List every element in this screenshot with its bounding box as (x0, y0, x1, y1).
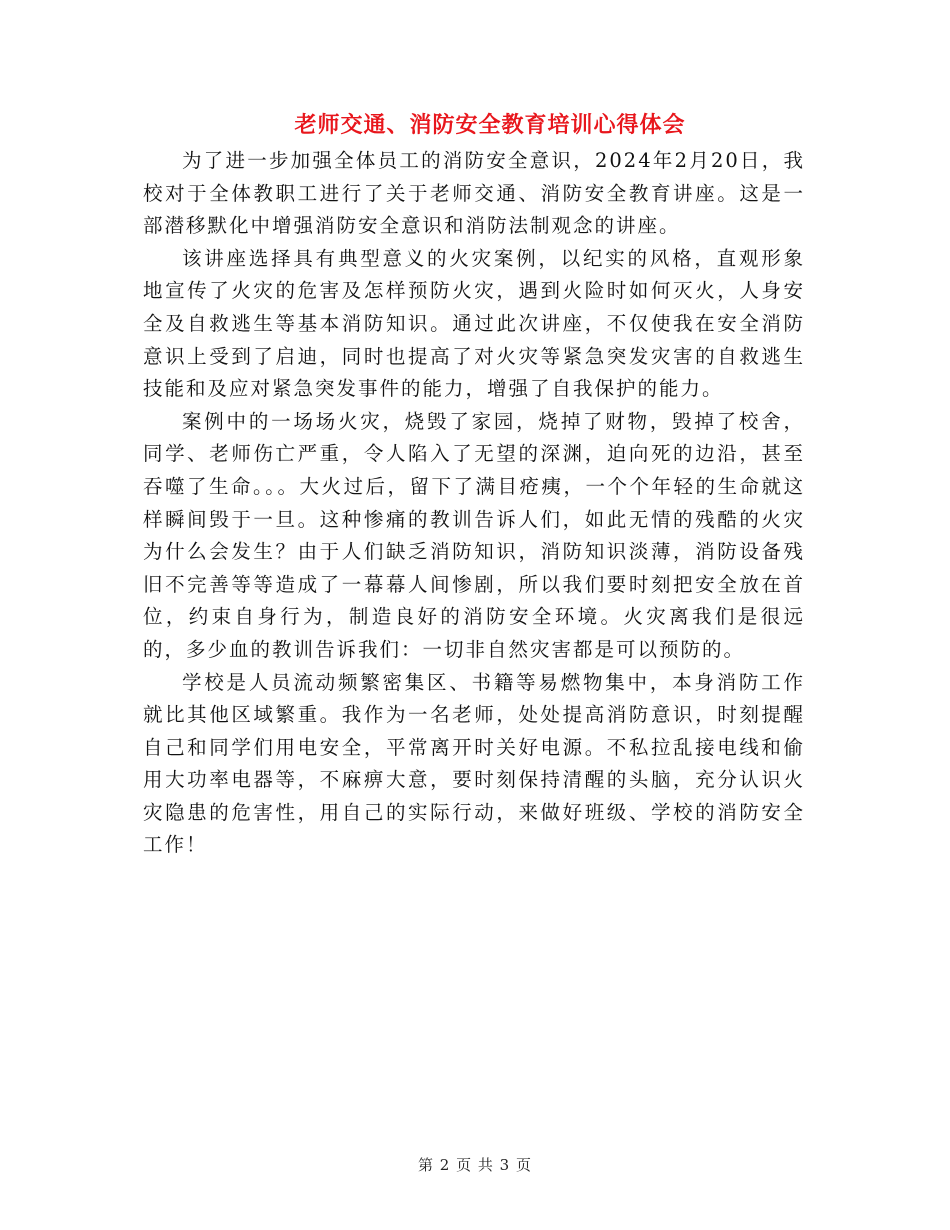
paragraph-1: 为了进一步加强全体员工的消防安全意识，2024年2月20日，我校对于全体教职工进行了关于老师交通、消防安全教育讲座。这是一部潜移默化中增强消防安全意识和消防法制观念的讲座。 (143, 149, 805, 238)
paragraph-3: 案例中的一场场火灾，烧毁了家园，烧掉了财物，毁掉了校舍，同学、老师伤亡严重，令人陷入了无望的深渊，迫向死的边沿，甚至吞噬了生命。。。大火过后，留下了满目疮痍，一个个年轻的生命就这样瞬间毁于一旦。这种惨痛的教训告诉人们，如此无情的残酷的火灾为什么会发生？由于人们缺乏消防知识，消防知识淡薄，消防设备残旧不完善等等造成了一幕幕人间惨剧，所以我们要时刻把安全放在首位，约束自身行为，制造良好的消防安全环境。火灾离我们是很远的，多少血的教训告诉我们：一切非自然灾害都是可以预防的。 (143, 409, 805, 661)
document-body (143, 145, 805, 862)
paragraph-4: 学校是人员流动频繁密集区、书籍等易燃物集中，本身消防工作就比其他区域繁重。我作为一名老师，处处提高消防意识，时刻提醒自己和同学们用电安全，平常离开时关好电源。不私拉乱接电线和偷用大功率电器等，不麻痹大意，要时刻保持清醒的头脑，充分认识火灾隐患的危害性，用自己的实际行动，来做好班级、学校的消防安全工作！ (143, 670, 805, 857)
document-title: 老师交通、消防安全教育培训心得体会 (294, 112, 686, 138)
page-number-footer: 第 2 页 共 3 页 (418, 1156, 532, 1174)
paragraph-2: 该讲座选择具有典型意义的火灾案例，以纪实的风格，直观形象地宣传了火灾的危害及怎样预防火灾，遇到火险时如何灭火，人身安全及自救逃生等基本消防知识。通过此次讲座，不仅使我在安全消防意识上受到了启迪，同时也提高了对火灾等紧急突发灾害的自救逃生技能和及应对紧急突发事件的能力，增强了自我保护的能力。 (143, 246, 805, 401)
